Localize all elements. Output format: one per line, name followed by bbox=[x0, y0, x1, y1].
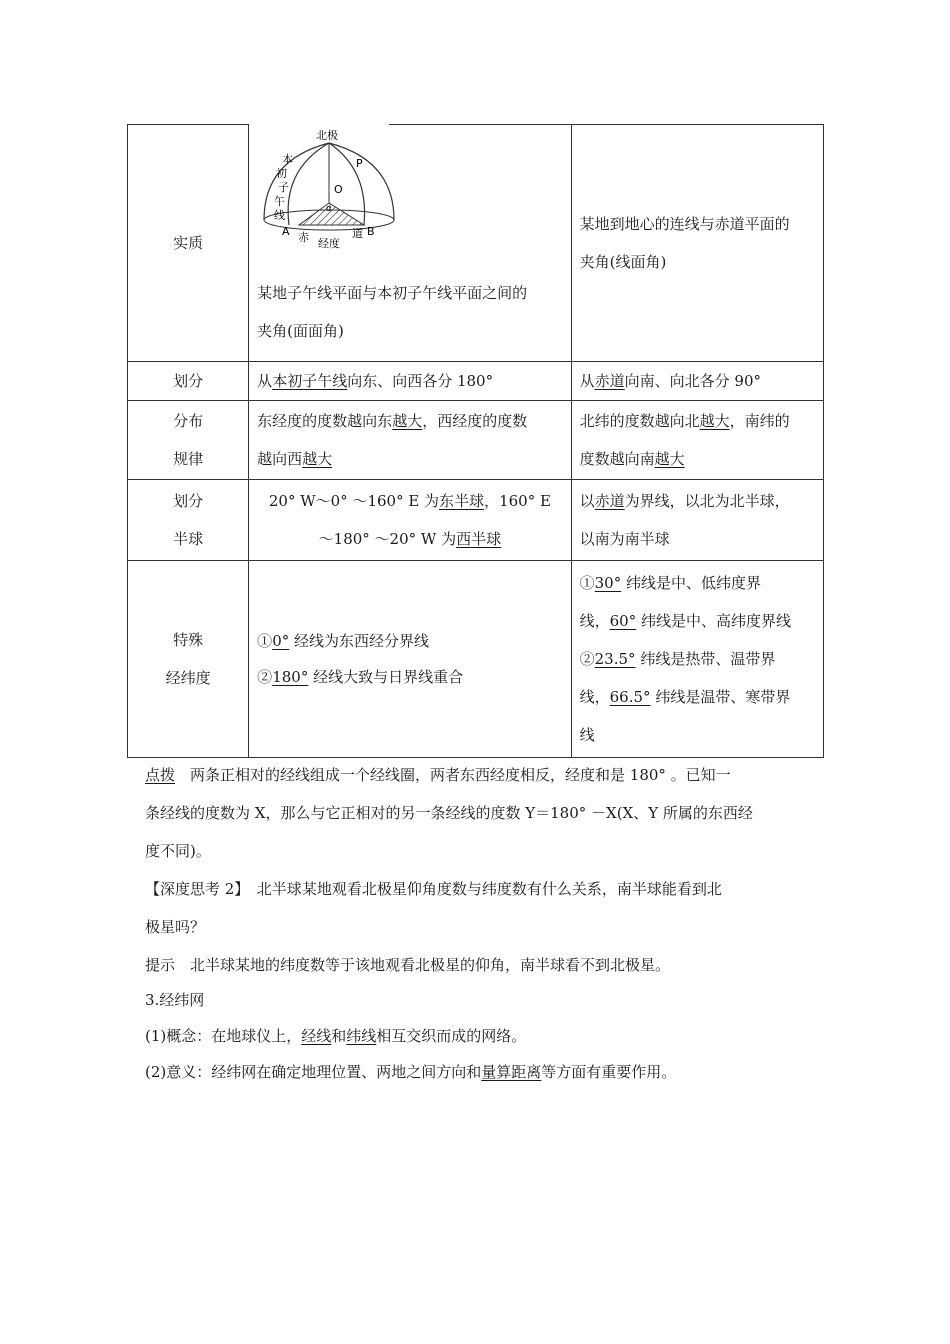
text-line: 度不同)。 bbox=[145, 842, 211, 860]
text-part: 经线为东西经分界线 bbox=[289, 632, 430, 650]
side-label-5: 线 bbox=[274, 209, 286, 222]
text-part: (1)概念：在地球仪上， bbox=[145, 1027, 302, 1045]
hint-paragraph bbox=[145, 947, 825, 983]
latitude-cell bbox=[571, 401, 823, 480]
longitude-cell bbox=[249, 401, 571, 480]
text-part: 越向西 bbox=[257, 450, 303, 468]
side-label-2: 初 bbox=[276, 167, 288, 180]
alpha-label: α bbox=[326, 204, 333, 214]
table-row bbox=[128, 362, 824, 401]
label-text: 特殊 bbox=[173, 631, 204, 649]
table-row bbox=[128, 480, 824, 561]
text-line: 某地子午线平面与本初子午线平面之间的 bbox=[257, 284, 528, 302]
label-text: 规律 bbox=[173, 450, 204, 468]
text-line: 某地到地心的连线与赤道平面的 bbox=[579, 215, 790, 233]
text-part: ～180° ～20° W 为 bbox=[318, 530, 457, 548]
text-part: 等方面有重要作用。 bbox=[541, 1063, 677, 1081]
text-part: ② bbox=[257, 668, 273, 686]
lat-long-table bbox=[127, 124, 824, 758]
equator-label-2: 道 bbox=[352, 227, 364, 240]
text-part: 从 bbox=[579, 372, 595, 390]
section-heading bbox=[145, 982, 825, 1018]
point-b-label: B bbox=[367, 225, 375, 238]
label-text: 半球 bbox=[173, 530, 204, 548]
text-part: 从 bbox=[257, 372, 273, 390]
row-label bbox=[128, 480, 249, 561]
text-line: 线 bbox=[579, 726, 595, 744]
latitude-definition bbox=[572, 205, 823, 281]
deep-thinking-question bbox=[145, 870, 825, 946]
underlined-answer: 赤道 bbox=[594, 372, 625, 390]
text-part: 线， bbox=[579, 612, 610, 630]
text-part: 纬线是中、高纬度界线 bbox=[636, 612, 792, 630]
text-part: 经线大致与日界线重合 bbox=[308, 668, 464, 686]
text-part: ① bbox=[257, 632, 273, 650]
underlined-answer: 越大 bbox=[699, 412, 730, 430]
latitude-cell bbox=[571, 362, 823, 401]
text-part: ，160° E bbox=[484, 492, 551, 510]
text-part: ，西经度的度数 bbox=[422, 412, 528, 430]
label-text: 实质 bbox=[173, 234, 204, 252]
longitude-cell bbox=[249, 362, 571, 401]
text-part: ，南纬的 bbox=[729, 412, 790, 430]
text-part: 向南、向北各分 90° bbox=[624, 372, 762, 390]
table-row bbox=[128, 401, 824, 480]
label-text: 经纬度 bbox=[165, 669, 211, 687]
text-part: 和 bbox=[331, 1027, 347, 1045]
text-line: 【深度思考 2】 北半球某地观看北极星仰角度数与纬度数有什么关系，南半球能看到北 bbox=[145, 880, 722, 898]
longitude-cell bbox=[249, 480, 571, 561]
latitude-cell bbox=[571, 125, 823, 362]
underlined-answer: 赤道 bbox=[594, 492, 625, 510]
label-text: 划分 bbox=[173, 372, 204, 390]
row-label bbox=[128, 362, 249, 401]
underlined-answer: 60° bbox=[609, 612, 637, 630]
text-part: 向东、向西各分 180° bbox=[347, 372, 494, 390]
longitude-cell bbox=[249, 561, 571, 758]
text-line: 夹角(面面角) bbox=[257, 322, 344, 340]
point-p-label: P bbox=[356, 157, 363, 170]
row-label bbox=[128, 561, 249, 758]
longitude-label: 经度 bbox=[318, 237, 341, 250]
text-line: 以南为南半球 bbox=[579, 530, 670, 548]
underlined-answer: 66.5° bbox=[609, 688, 651, 706]
text-part: 相互交织而成的网络。 bbox=[376, 1027, 527, 1045]
text-part: 东经度的度数越向东 bbox=[257, 412, 393, 430]
text-part: 纬线是热带、温带界 bbox=[635, 650, 776, 668]
concept-paragraph bbox=[145, 1018, 825, 1054]
side-label-4: 午 bbox=[274, 195, 286, 208]
side-label-1: 本 bbox=[282, 153, 294, 166]
text-part: 度数越向南 bbox=[579, 450, 655, 468]
text-part: (2)意义：经纬网在确定地理位置、两地之间方向和 bbox=[145, 1063, 482, 1081]
underlined-answer: 30° bbox=[594, 574, 622, 592]
table-row bbox=[128, 125, 824, 362]
point-o-label: O bbox=[334, 183, 343, 196]
point-a-label: A bbox=[282, 225, 290, 238]
equator-label-1: 赤 bbox=[298, 231, 310, 244]
text-part: ② bbox=[579, 650, 595, 668]
longitude-cell bbox=[249, 125, 571, 362]
text-line: 3.经纬网 bbox=[145, 991, 205, 1009]
row-label bbox=[128, 401, 249, 480]
text-part: 北纬的度数越向北 bbox=[579, 412, 700, 430]
tip-label: 点拨 bbox=[145, 766, 176, 784]
text-part: ① bbox=[579, 574, 595, 592]
table-row bbox=[128, 561, 824, 758]
text-part: 为界线，以北为北半球， bbox=[624, 492, 790, 510]
side-label-3: 子 bbox=[278, 181, 290, 194]
tip-paragraph bbox=[145, 756, 825, 870]
underlined-answer: 纬线 bbox=[346, 1027, 377, 1045]
underlined-answer: 经线 bbox=[301, 1027, 332, 1045]
text-part: 线， bbox=[579, 688, 610, 706]
row-label bbox=[128, 125, 249, 362]
underlined-answer: 西半球 bbox=[456, 530, 502, 548]
text-line: 提示 北半球某地的纬度数等于该地观看北极星的仰角，南半球看不到北极星。 bbox=[145, 956, 671, 974]
meaning-paragraph bbox=[145, 1054, 825, 1090]
globe-longitude-figure bbox=[254, 125, 404, 250]
underlined-answer: 量算距离 bbox=[481, 1063, 542, 1081]
text-part: 以 bbox=[579, 492, 595, 510]
longitude-definition bbox=[249, 274, 570, 350]
latitude-cell bbox=[571, 561, 823, 758]
text-line: 条经线的度数为 X，那么与它正相对的另一条经线的度数 Y＝180° －X(X、Y 所属的东西经 bbox=[145, 804, 753, 822]
text-part: 纬线是中、低纬度界 bbox=[621, 574, 762, 592]
underlined-answer: 0° bbox=[272, 632, 290, 650]
underlined-answer: 23.5° bbox=[594, 650, 636, 668]
latitude-cell bbox=[571, 480, 823, 561]
label-text: 分布 bbox=[173, 412, 204, 430]
text-part: 20° W～0° ～160° E 为 bbox=[268, 492, 440, 510]
underlined-answer: 180° bbox=[272, 668, 309, 686]
text-line: 极星吗？ bbox=[145, 918, 206, 936]
underlined-answer: 越大 bbox=[392, 412, 423, 430]
label-text: 划分 bbox=[173, 492, 204, 510]
text-line: 夹角(线面角) bbox=[579, 253, 667, 271]
underlined-answer: 本初子午线 bbox=[272, 372, 348, 390]
text-line: 两条正相对的经线组成一个经线圈，两者东西经度相反，经度和是 180° 。已知一 bbox=[175, 766, 731, 784]
underlined-answer: 越大 bbox=[302, 450, 333, 468]
underlined-answer: 东半球 bbox=[439, 492, 485, 510]
underlined-answer: 越大 bbox=[654, 450, 685, 468]
text-part: 纬线是温带、寒带界 bbox=[650, 688, 791, 706]
north-pole-label: 北极 bbox=[316, 129, 339, 142]
